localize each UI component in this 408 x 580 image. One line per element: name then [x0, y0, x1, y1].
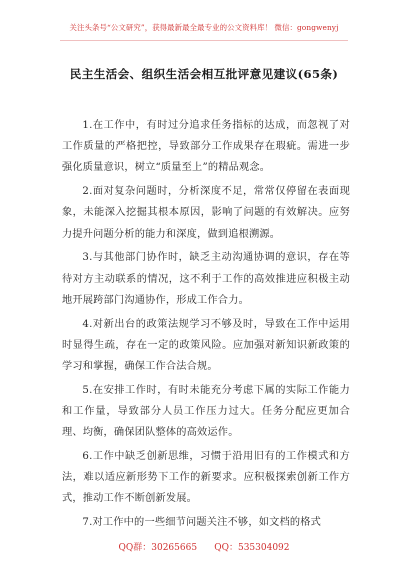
document-body	[62, 115, 350, 533]
paragraph-3: 3.与其他部门协作时，缺乏主动沟通协调的意识，存在等待对方主动联系的情况，这不利于工作的高效推进应积极主动地开展跨部门沟通协作，形成工作合力。	[62, 252, 350, 306]
paragraph-2: 2.面对复杂问题时，分析深度不足，常常仅停留在表面现象，未能深入挖掘其根本原因，影响了问题的有效解决。应努力提升问题分析的能力和深度，做到追根溯源。	[62, 186, 350, 240]
document-title: 民主生活会、组织生活会相互批评意见建议(65条)	[69, 67, 339, 81]
paragraph-6: 6.工作中缺乏创新思维，习惯于沿用旧有的工作模式和方法，难以适应新形势下工作的新要求。应积极探索创新工作方式，推动工作不断创新发展。	[62, 451, 350, 505]
paragraph-4: 4.对新出台的政策法规学习不够及时，导致在工作中运用时显得生疏，存在一定的政策风险。应加强对新知识新政策的学习和掌握，确保工作合法合规。	[62, 318, 350, 373]
header-banner: 关注头条号“公文研究”，获得最新最全最专业的公文资料库！ 微信：gongwenyj	[69, 23, 339, 32]
paragraph-5: 5.在安排工作时，有时未能充分考虑下属的实际工作能力和工作量，导致部分人员工作压力过大。任务分配应更加合理、均衡，确保团队整体的高效运作。	[62, 384, 350, 439]
paragraph-1: 1.在工作中，有时过分追求任务指标的达成，而忽视了对工作质量的严格把控，导致部分工作成果存在瑕疵。需进一步强化质量意识，树立“质量至上”的精品观念。	[62, 120, 350, 174]
footer-contact: QQ群：30265665 QQ：535304092	[0, 538, 408, 562]
header-divider	[60, 40, 348, 41]
paragraph-7: 7.对工作中的一些细节问题关注不够，如文档的格式	[82, 517, 322, 529]
